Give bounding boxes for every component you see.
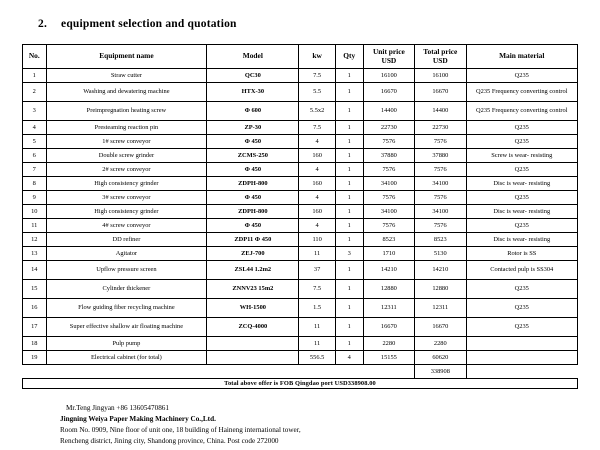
- column-header-model: Model: [207, 45, 299, 69]
- cell-grand-subtotal: 338908: [415, 365, 466, 379]
- cell-total-price: 7576: [415, 191, 466, 205]
- section-title: equipment selection and quotation: [61, 18, 237, 30]
- table-row: [23, 351, 578, 365]
- cell-no: 1: [23, 69, 47, 83]
- cell-model: HTX-30: [207, 83, 299, 102]
- cell-kw: 5.5x2: [299, 102, 335, 121]
- cell-qty: 3: [335, 247, 363, 261]
- cell-unit-price: 22730: [363, 121, 414, 135]
- cell-kw: 5.5: [299, 83, 335, 102]
- cell-no: 16: [23, 299, 47, 318]
- cell-qty: 1: [335, 83, 363, 102]
- equipment-quotation-table: [22, 44, 578, 389]
- column-header-kw: kw: [299, 45, 335, 69]
- cell-unit-price: 14400: [363, 102, 414, 121]
- cell-equipment-name: DD refiner: [46, 233, 207, 247]
- cell-total-price: 34100: [415, 205, 466, 219]
- cell-equipment-name: Preimpregnation heating screw: [46, 102, 207, 121]
- cell-total-price: 2280: [415, 337, 466, 351]
- cell-model: Φ 450: [207, 219, 299, 233]
- cell-no: 13: [23, 247, 47, 261]
- section-number: 2.: [38, 18, 48, 30]
- cell-unit-price: 16100: [363, 69, 414, 83]
- cell-total-price: 16100: [415, 69, 466, 83]
- cell-no: 3: [23, 102, 47, 121]
- cell-no: 19: [23, 351, 47, 365]
- cell-qty: 1: [335, 219, 363, 233]
- table-row: [23, 177, 578, 191]
- cell-kw: 4: [299, 135, 335, 149]
- cell-total-price: 34100: [415, 177, 466, 191]
- cell-total-price: 12880: [415, 280, 466, 299]
- cell-qty: 1: [335, 149, 363, 163]
- cell-equipment-name: 2# screw conveyor: [46, 163, 207, 177]
- cell-no: 4: [23, 121, 47, 135]
- table-row: [23, 121, 578, 135]
- cell-qty: 1: [335, 121, 363, 135]
- cell-no: 11: [23, 219, 47, 233]
- cell-model: QC30: [207, 69, 299, 83]
- cell-no: 7: [23, 163, 47, 177]
- cell-unit-price: 15155: [363, 351, 414, 365]
- table-row: [23, 191, 578, 205]
- address-line-1: Room No. 0909, Nine floor of unit one, 18 building of Haineng international tower,: [60, 425, 301, 434]
- column-header-total-price: Total price USD: [415, 45, 466, 69]
- page-title: [38, 18, 578, 30]
- cell-model: ZCMS-250: [207, 149, 299, 163]
- cell-unit-price: 12311: [363, 299, 414, 318]
- cell-main-material: Q235: [466, 69, 577, 83]
- cell-main-material: Rotor is SS: [466, 247, 577, 261]
- cell-main-material: Q235: [466, 299, 577, 318]
- cell-qty: 1: [335, 135, 363, 149]
- table-row: [23, 102, 578, 121]
- cell-unit-price: 8523: [363, 233, 414, 247]
- cell-qty: 1: [335, 318, 363, 337]
- cell-model: Φ 450: [207, 135, 299, 149]
- table-row: [23, 337, 578, 351]
- cell-equipment-name: Double screw grinder: [46, 149, 207, 163]
- cell-equipment-name: Electrical cabinet (for total): [46, 351, 207, 365]
- cell-main-material: Contacted pulp is SS304: [466, 261, 577, 280]
- cell-no: 14: [23, 261, 47, 280]
- cell-main-material: [466, 351, 577, 365]
- address-line-2: Rencheng district, Jining city, Shandong province, China. Post code 272000: [60, 436, 279, 445]
- cell-total-price: 14400: [415, 102, 466, 121]
- cell-unit-price: 2280: [363, 337, 414, 351]
- cell-qty: 1: [335, 177, 363, 191]
- cell-unit-price: 34100: [363, 177, 414, 191]
- cell-no: 8: [23, 177, 47, 191]
- cell-equipment-name: Presteaming reaction pin: [46, 121, 207, 135]
- cell-model: Φ 450: [207, 191, 299, 205]
- cell-equipment-name: Agitator: [46, 247, 207, 261]
- cell-main-material: Q235: [466, 135, 577, 149]
- cell-qty: 1: [335, 233, 363, 247]
- cell-kw: 37: [299, 261, 335, 280]
- cell-model: ZDPH-800: [207, 177, 299, 191]
- cell-qty: 1: [335, 299, 363, 318]
- cell-kw: 110: [299, 233, 335, 247]
- cell-unit-price: 1710: [363, 247, 414, 261]
- cell-qty: 1: [335, 337, 363, 351]
- column-header-no: No.: [23, 45, 47, 69]
- cell-qty: 1: [335, 280, 363, 299]
- cell-unit-price: 12880: [363, 280, 414, 299]
- cell-main-material: Q235: [466, 280, 577, 299]
- cell-main-material: Disc is wear- resisting: [466, 233, 577, 247]
- cell-total-price: 7576: [415, 163, 466, 177]
- cell-equipment-name: Cylinder thickener: [46, 280, 207, 299]
- cell-kw: 4: [299, 219, 335, 233]
- cell-total-price: 37880: [415, 149, 466, 163]
- cell-equipment-name: Pulp pump: [46, 337, 207, 351]
- cell-no: 18: [23, 337, 47, 351]
- table-row: [23, 135, 578, 149]
- cell-main-material: Screw is wear- resisting: [466, 149, 577, 163]
- table-footer-row: [23, 365, 578, 379]
- cell-model: [207, 337, 299, 351]
- table-row: [23, 83, 578, 102]
- cell-main-material: Q235 Frequency converting control: [466, 83, 577, 102]
- table-row: [23, 247, 578, 261]
- cell-unit-price: 16670: [363, 318, 414, 337]
- cell-total-price: 8523: [415, 233, 466, 247]
- cell-main-material: Disc is wear- resisting: [466, 177, 577, 191]
- cell-equipment-name: 1# screw conveyor: [46, 135, 207, 149]
- cell-model: ZCQ-4000: [207, 318, 299, 337]
- cell-model: Φ 450: [207, 163, 299, 177]
- cell-equipment-name: Upflow pressure screen: [46, 261, 207, 280]
- cell-model: ZEJ-700: [207, 247, 299, 261]
- table-row: [23, 261, 578, 280]
- cell-equipment-name: Super effective shallow air floating machine: [46, 318, 207, 337]
- table-row: [23, 205, 578, 219]
- cell-main-material: Q235 Frequency converting control: [466, 102, 577, 121]
- cell-total-price: 12311: [415, 299, 466, 318]
- table-row: [23, 219, 578, 233]
- cell-equipment-name: Straw cutter: [46, 69, 207, 83]
- column-header-qty: Qty: [335, 45, 363, 69]
- cell-total-price: 22730: [415, 121, 466, 135]
- cell-main-material: Q235: [466, 163, 577, 177]
- table-row: [23, 163, 578, 177]
- cell-equipment-name: Flow guiding fiber recycling machine: [46, 299, 207, 318]
- cell-equipment-name: High consistency grinder: [46, 177, 207, 191]
- cell-unit-price: 7576: [363, 191, 414, 205]
- cell-total-price: 16670: [415, 83, 466, 102]
- cell-total-price: 5130: [415, 247, 466, 261]
- cell-model: ZP-30: [207, 121, 299, 135]
- cell-kw: 4: [299, 191, 335, 205]
- table-body: [23, 69, 578, 389]
- cell-equipment-name: 4# screw conveyor: [46, 219, 207, 233]
- cell-unit-price: 7576: [363, 219, 414, 233]
- cell-kw: 4: [299, 163, 335, 177]
- cell-model: ZDPH-800: [207, 205, 299, 219]
- cell-main-material: Q235: [466, 219, 577, 233]
- cell-main-material: Q235: [466, 191, 577, 205]
- table-row: [23, 299, 578, 318]
- grand-total-row: [23, 379, 578, 389]
- cell-no: 12: [23, 233, 47, 247]
- cell-main-material: Q235: [466, 121, 577, 135]
- cell-kw: 1.5: [299, 299, 335, 318]
- cell-kw: 7.5: [299, 69, 335, 83]
- cell-qty: 1: [335, 69, 363, 83]
- cell-kw: 7.5: [299, 280, 335, 299]
- cell-kw: 160: [299, 205, 335, 219]
- cell-model: [207, 351, 299, 365]
- cell-unit-price: 7576: [363, 135, 414, 149]
- cell-total-price: 16670: [415, 318, 466, 337]
- cell-unit-price: 7576: [363, 163, 414, 177]
- cell-equipment-name: 3# screw conveyor: [46, 191, 207, 205]
- cell-kw: 160: [299, 149, 335, 163]
- cell-qty: 1: [335, 191, 363, 205]
- cell-no: 15: [23, 280, 47, 299]
- contact-block: [60, 403, 578, 446]
- table-row: [23, 233, 578, 247]
- cell-kw: 11: [299, 247, 335, 261]
- cell-model: ZNNV23 15m2: [207, 280, 299, 299]
- cell-model: Φ 600: [207, 102, 299, 121]
- cell-no: 6: [23, 149, 47, 163]
- cell-qty: 1: [335, 102, 363, 121]
- cell-no: 5: [23, 135, 47, 149]
- table-row: [23, 280, 578, 299]
- cell-unit-price: 14210: [363, 261, 414, 280]
- cell-qty: 4: [335, 351, 363, 365]
- cell-qty: 1: [335, 163, 363, 177]
- cell-total-price: 60620: [415, 351, 466, 365]
- table-row: [23, 318, 578, 337]
- cell-kw: 11: [299, 337, 335, 351]
- company-name: Jingning Weiya Paper Making Machinery Co.,Ltd.: [60, 415, 216, 424]
- cell-model: ZDP11 Φ 450: [207, 233, 299, 247]
- cell-qty: 1: [335, 205, 363, 219]
- cell-total-price: 14210: [415, 261, 466, 280]
- cell-unit-price: 37880: [363, 149, 414, 163]
- table-header-row: [23, 45, 578, 69]
- cell-equipment-name: Washing and dewatering machine: [46, 83, 207, 102]
- cell-total-price: 7576: [415, 219, 466, 233]
- cell-unit-price: 34100: [363, 205, 414, 219]
- cell-no: 2: [23, 83, 47, 102]
- cell-main-material: Disc is wear- resisting: [466, 205, 577, 219]
- column-header-unit-price: Unit price USD: [363, 45, 414, 69]
- cell-model: ZSL44 1.2m2: [207, 261, 299, 280]
- cell-kw: 160: [299, 177, 335, 191]
- grand-total-text: Total above offer is FOB Qingdao port USD338908.00: [23, 379, 578, 389]
- cell-total-price: 7576: [415, 135, 466, 149]
- cell-no: 17: [23, 318, 47, 337]
- cell-unit-price: 16670: [363, 83, 414, 102]
- cell-kw: 556.5: [299, 351, 335, 365]
- contact-person: Mr.Teng Jingyan +86 13605470861: [66, 404, 169, 413]
- cell-no: 9: [23, 191, 47, 205]
- cell-main-material: [466, 337, 577, 351]
- column-header-main-material: Main material: [466, 45, 577, 69]
- cell-kw: 7.5: [299, 121, 335, 135]
- cell-qty: 1: [335, 261, 363, 280]
- cell-main-material: Q235: [466, 318, 577, 337]
- cell-equipment-name: High consistency grinder: [46, 205, 207, 219]
- column-header-equipment-name: Equipment name: [46, 45, 207, 69]
- cell-model: WH-1500: [207, 299, 299, 318]
- table-row: [23, 69, 578, 83]
- cell-kw: 11: [299, 318, 335, 337]
- cell-no: 10: [23, 205, 47, 219]
- table-row: [23, 149, 578, 163]
